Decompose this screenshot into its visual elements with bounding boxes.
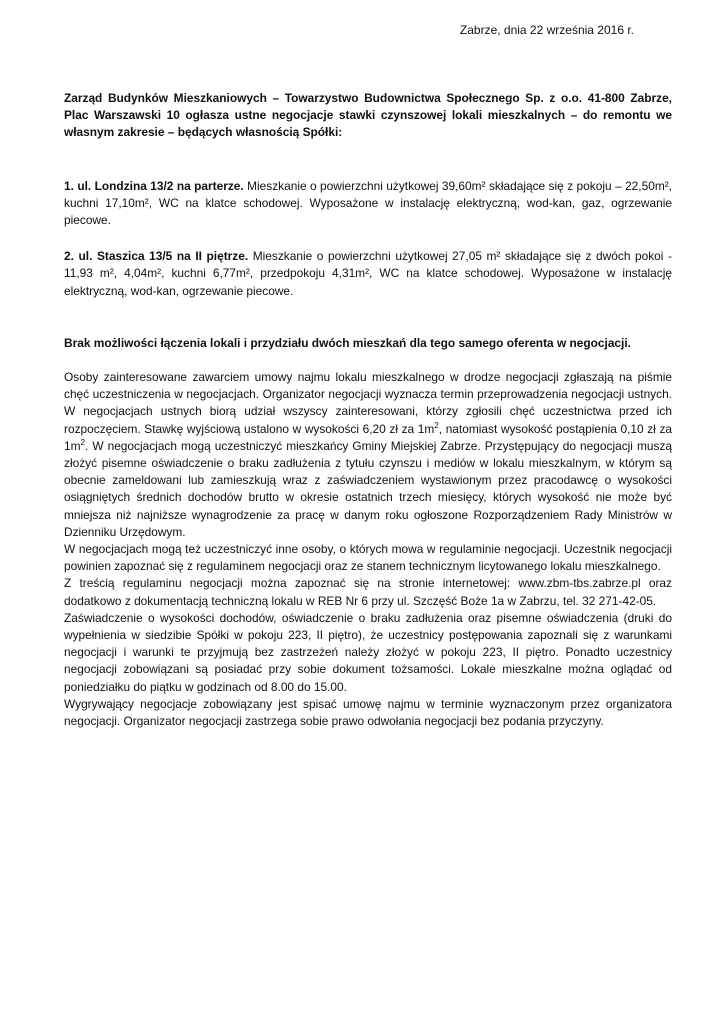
paragraph-winner: Wygrywający negocjacje zobowiązany jest spisać umowę najmu w terminie wyznaczonym przez organizatora negocjacji. Organizator negocjacji zastrzega sobie prawo odwołania negocjacji bez podania przyczyny. — [64, 696, 672, 729]
paragraph-text: . W negocjacjach mogą uczestniczyć mieszkańcy Gminy Miejskiej Zabrze. Przystępujący do negocjacji muszą złożyć pisemne oświadczenie o braku zadłużenia z tytułu czynszu i mediów w lokalu mieszkalnym, w którym są obecnie zameldowani lub zamieszkują wraz z zaświadczeniem wystawionym przez pracodawcę o wysokości osiągniętych średnich dochodów brutto w okresie ostatnich trzech miesięcy, których wysokość nie może być mniejsza niż najniższe wynagrodzenie za pracę w danym roku ogłoszone Rozporządzeniem Rady Ministrów w Dzienniku Urzędowym. — [64, 438, 672, 539]
paragraph-text: , natomiast wysokość postąpienia 0,10 zł za 1m — [64, 421, 673, 453]
superscript: 2 — [80, 437, 85, 447]
notice-heading: Brak możliwości łączenia lokali i przydziału dwóch mieszkań dla tego samego oferenta w negocjacji. — [64, 335, 631, 350]
intro-heading: Zarząd Budynków Mieszkaniowych – Towarzystwo Budownictwa Społecznego Sp. z o.o. 41-800 Zabrze, Plac Warszawski 10 ogłasza ustne negocjacje stawki czynszowej lokali mieszkalnych – do remontu we własnym zakresie – będących własnością Spółki: — [64, 91, 672, 140]
superscript: 2 — [434, 420, 439, 430]
listing-description: Mieszkanie o powierzchni użytkowej 39,60m² składające się z pokoju – 22,50m², kuchni 17,10m², WC na klatce schodowej. Wyposażone w instalację elektryczną, wod-kan, gaz, ogrzewanie piecowe. — [64, 178, 672, 228]
document-body — [64, 90, 672, 730]
paragraph-documents: Zaświadczenie o wysokości dochodów, oświadczenie o braku zadłużenia oraz pisemne oświadczenia (druki do wypełnienia w siedzibie Spółki w pokoju 223, II piętro), że uczestnicy postępowania zapoznali się z warunkami negocjacji i warunki te przyjmują bez zastrzeżeń należy złożyć w pokoju 223, II piętro. Ponadto uczestnicy negocjacji zobowiązani są posiadać przy sobie dokument tożsamości. Lokale mieszkalne można oglądać od poniedziałku do piątku w godzinach od 8.00 do 15.00. — [64, 610, 672, 694]
paragraph-other-participants: W negocjacjach mogą też uczestniczyć inne osoby, o których mowa w regulaminie negocjacji. Uczestnik negocjacji powinien zapoznać się z regulaminem negocjacji oraz ze stanem technicznym licytowanego lokalu mieszkalnego. — [64, 542, 672, 574]
listing-description: Mieszkanie o powierzchni użytkowej 27,05 m² składające się z dwóch pokoi - 11,93 m², 4,04m², kuchni 6,77m², przedpokoju 4,31m², WC na klatce schodowej. Wyposażone w instalację elektryczną, wod-kan, ogrzewanie piecowe. — [64, 249, 672, 298]
paragraph-conditions — [64, 369, 672, 541]
listing-title: 2. ul. Staszica 13/5 na II piętrze. — [64, 249, 249, 264]
paragraph-text: Osoby zainteresowane zawarciem umowy najmu lokalu mieszkalnego w drodze negocjacji zgłaszają na piśmie chęć uczestniczenia w negocjacjach. Organizator negocjacji wyznacza termin przeprowadzenia negocjacji ustnych. W negocjacjach ustnych biorą udział wszyscy zainteresowani, którzy zgłosili chęć uczestnictwa przed ich rozpoczęciem. Stawkę wyjściową ustalono w wysokości 6,20 zł za 1m — [64, 370, 672, 436]
listing-item — [64, 248, 672, 300]
listing-title: 1. ul. Londzina 13/2 na parterze. — [64, 178, 244, 193]
date-line: Zabrze, dnia 22 września 2016 r. — [459, 23, 634, 37]
paragraph-regulations: Z treścią regulaminu negocjacji można zapoznać się na stronie internetowej: www.zbm-tbs.zabrze.pl oraz dodatkowo z dokumentacją techniczną lokalu w REB Nr 6 przy ul. Szczęść Boże 1a w Zabrzu, tel. 32 271-42-05. — [64, 576, 672, 608]
listing-item — [64, 178, 672, 230]
